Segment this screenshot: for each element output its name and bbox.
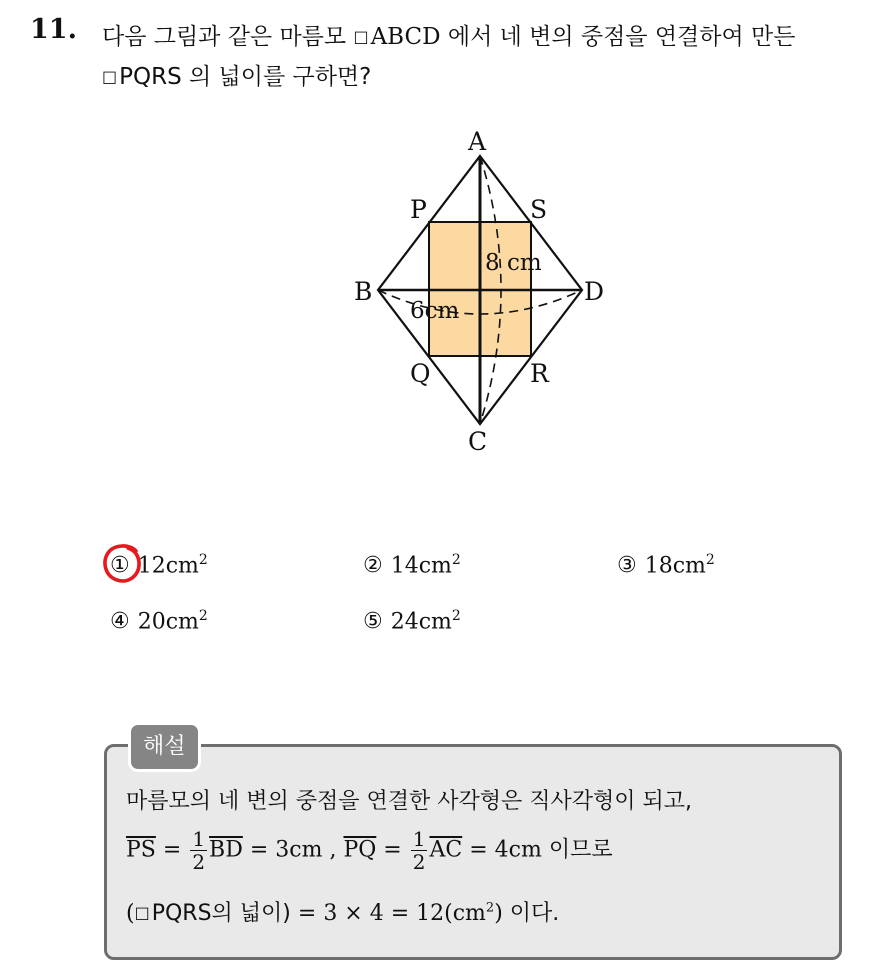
choice-exponent: 2 bbox=[198, 552, 208, 568]
question-text-part: 다음 그림과 같은 마름모 bbox=[102, 24, 347, 50]
segment-bd: $\overline{BD}$ bbox=[209, 837, 243, 863]
choice-exponent: 2 bbox=[451, 552, 461, 568]
square-symbol: □ bbox=[353, 27, 369, 46]
choice-number: ① bbox=[110, 553, 130, 579]
choice-number: ② bbox=[363, 553, 383, 579]
rhombus-diagram bbox=[340, 124, 620, 464]
solution-line3 bbox=[126, 896, 559, 927]
choice-3[interactable] bbox=[617, 552, 715, 578]
question-number: 11. bbox=[30, 14, 77, 45]
rhombus-figure bbox=[340, 124, 620, 464]
open-paren: ( bbox=[126, 901, 135, 926]
label-a: A bbox=[468, 127, 487, 156]
fraction-denominator: 2 bbox=[192, 850, 206, 874]
area-unit-exponent: 2 bbox=[485, 900, 495, 916]
equals-sign: = bbox=[383, 837, 402, 863]
segment-pq: $\overline{PQ}$ bbox=[343, 837, 377, 863]
question-text-line1 bbox=[102, 18, 795, 51]
fraction-half bbox=[190, 828, 207, 873]
question-text-line2 bbox=[102, 58, 371, 91]
label-b: B bbox=[354, 277, 373, 306]
choice-number: ③ bbox=[617, 553, 637, 579]
solution-tag: 해설 bbox=[128, 722, 201, 772]
label-c: C bbox=[468, 427, 488, 456]
fraction-numerator: 1 bbox=[192, 827, 206, 851]
choice-number: ⑤ bbox=[363, 609, 383, 635]
solution-line1: 마름모의 네 변의 중점을 연결한 사각형은 직사각형이 되고, bbox=[126, 789, 692, 814]
segment-ac: $\overline{AC}$ bbox=[429, 837, 463, 863]
segment-ps: $\overline{PS}$ bbox=[126, 837, 156, 863]
label-q: Q bbox=[410, 359, 431, 388]
label-p: P bbox=[410, 195, 427, 224]
choice-value: 14cm bbox=[390, 553, 452, 579]
area-name: PQRS의 넓이) bbox=[151, 901, 291, 926]
label-r: R bbox=[530, 359, 549, 388]
choice-2[interactable] bbox=[363, 552, 461, 578]
choice-value: 18cm bbox=[644, 553, 706, 579]
fraction-half bbox=[411, 828, 428, 873]
fraction-denominator: 2 bbox=[412, 850, 426, 874]
equals-sign: = bbox=[162, 837, 182, 863]
choice-exponent: 2 bbox=[198, 608, 208, 624]
choice-4[interactable] bbox=[110, 608, 208, 634]
close-paren: ) bbox=[494, 901, 503, 926]
choice-1[interactable] bbox=[110, 552, 208, 578]
choice-value: 20cm bbox=[137, 609, 199, 635]
area-expression: = 3 × 4 = 12( bbox=[297, 901, 453, 926]
label-s: S bbox=[530, 195, 548, 224]
dimension-vertical: 8 cm bbox=[485, 250, 542, 276]
choice-value: 12cm bbox=[137, 553, 199, 579]
label-d: D bbox=[584, 277, 605, 306]
fraction-numerator: 1 bbox=[412, 827, 426, 851]
pq-tail: 이므로 bbox=[548, 837, 613, 863]
choice-exponent: 2 bbox=[451, 608, 461, 624]
area-tail: 이다. bbox=[509, 901, 560, 926]
pq-result: = 4cm bbox=[469, 837, 542, 863]
choice-value: 24cm bbox=[390, 609, 452, 635]
area-unit: cm bbox=[452, 901, 486, 926]
choice-5[interactable] bbox=[363, 608, 461, 634]
ps-result: = 3cm , bbox=[249, 837, 337, 863]
question-text-part: ABCD 에서 네 변의 중점을 연결하여 만든 bbox=[370, 24, 796, 50]
square-symbol: □ bbox=[102, 67, 118, 86]
solution-line2 bbox=[126, 828, 613, 873]
choice-exponent: 2 bbox=[705, 552, 715, 568]
dimension-horizontal: 6cm bbox=[410, 298, 460, 324]
question-text-part: PQRS 의 넓이를 구하면? bbox=[119, 64, 372, 90]
choice-number: ④ bbox=[110, 609, 130, 635]
square-symbol: □ bbox=[134, 903, 150, 922]
